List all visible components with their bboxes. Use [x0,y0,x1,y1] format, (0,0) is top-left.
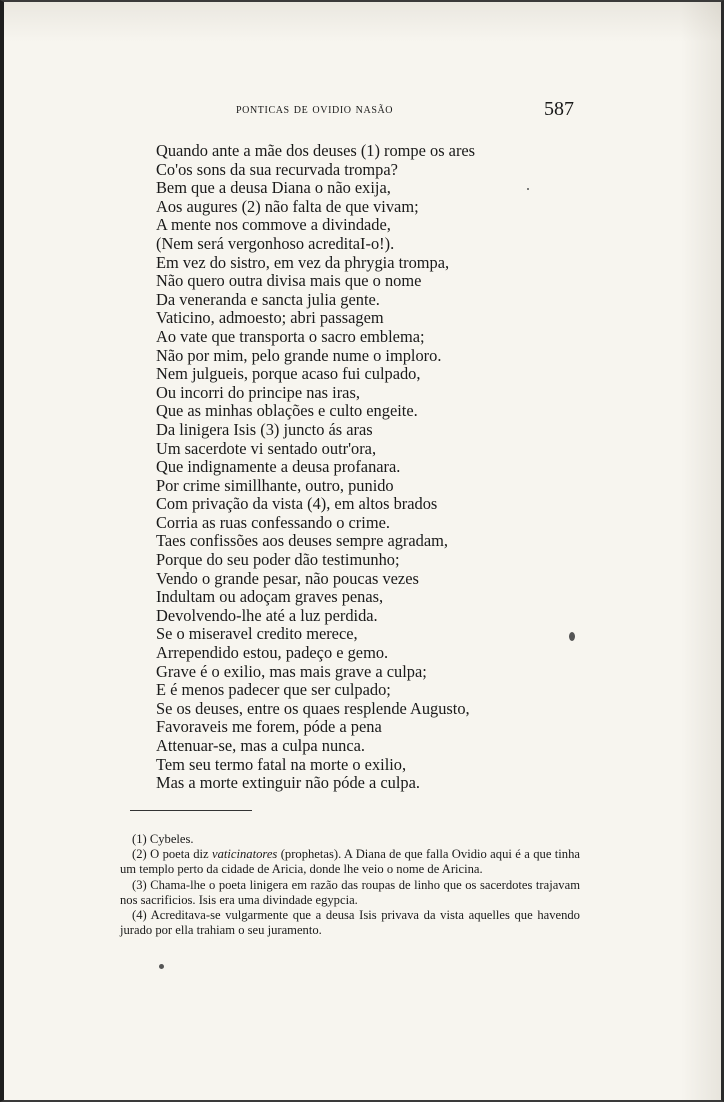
footnote-text: Chama-lhe o poeta linigera em razão das roupas de linho que os sacerdotes trajavam nos sacrificios. Isis era uma divindade egypcia. [120,877,580,907]
page-edge-shading [681,2,721,1100]
poem-line: Aos augures (2) não falta de que vivam; [156,196,419,216]
poem-line: Que indignamente a deusa profanara. [156,457,401,477]
poem-line: Arrependido estou, padeço e gemo. [156,643,389,663]
poem-line: Indultam ou adoçam graves penas, [156,587,384,607]
poem-line: (Nem será vergonhoso acreditaI-o!). [156,233,395,253]
poem-line: Um sacerdote vi sentado outr'ora, [156,438,377,458]
ink-speck [527,188,529,190]
poem-line: Vendo o grande pesar, não poucas vezes [156,568,419,588]
poem-line: Não quero outra divisa mais que o nome [156,271,422,291]
poem-line: Grave é o exilio, mas mais grave a culpa; [156,661,427,681]
poem-line: Por crime simillhante, outro, punido [156,475,394,495]
poem-line: Quando ante a mãe dos deuses (1) rompe os ares [156,141,476,160]
footnote-text-continued: (prophetas). A Diana de que falla Ovidio aqui é a que tinha um templo perto da cidade de Aricia, donde lhe veio o nome de Aricina. [120,847,580,877]
poem-line: Ao vate que transporta o sacro emblema; [156,326,425,346]
footnote-separator [130,810,252,811]
poem-line: E é menos padecer que ser culpado; [156,680,391,700]
poem-line: Se o miseravel credito merece, [156,624,358,644]
poem-line: Mas a morte extinguir não póde a culpa. [156,773,420,793]
running-title: ponticas de ovidio nasão [236,102,394,117]
page-number: 587 [544,98,574,120]
footnote-text: Acreditava-se vulgarmente que a deusa Isis privava da vista aquelles que havendo jurado por ella trahiam o seu juramento. [120,908,580,938]
poem-line: Attenuar-se, mas a culpa nunca. [156,736,366,755]
poem-line: Que as minhas oblações e culto engeite. [156,401,418,421]
poem-line: A mente nos commove a divindade, [156,215,391,235]
poem-line: Da veneranda e sancta julia gente. [156,289,380,309]
poem-line: Em vez do sistro, em vez da phrygia trompa, [156,252,450,272]
footnote-text: O poeta diz [150,847,213,862]
footnote-text: Cybeles. [149,832,194,846]
page-top-shading [4,2,721,42]
footnotes [120,832,580,938]
poem-line: Nem julgueis, porque acaso fui culpado, [156,364,421,384]
footnote [120,878,580,908]
footnote [120,832,580,847]
poem-text [156,142,576,793]
poem-line: Devolvendo-lhe até a luz perdida. [156,605,378,625]
poem-line: Tem seu termo fatal na morte o exilio, [156,754,407,774]
poem-line: Ou incorri do principe nas iras, [156,382,360,402]
poem-line: Não por mim, pelo grande nume o imploro. [156,345,442,365]
poem-line: Vaticino, admoesto; abri passagem [156,308,384,328]
footnote [120,847,580,877]
poem-line: Porque do seu poder dão testimunho; [156,550,400,570]
footnote-marker: (1) [132,832,147,846]
poem-line: Se os deuses, entre os quaes resplende Augusto, [156,698,470,718]
footnote-emphasis: vaticinatores [212,847,278,862]
ink-speck [569,632,575,641]
footnote-marker: (2) [132,847,147,862]
footnote-marker: (3) [132,877,147,892]
footnote-marker: (4) [132,908,147,923]
poem-line: Da linigera Isis (3) juncto ás aras [156,419,373,439]
footnote [120,908,580,938]
poem-line: Com privação da vista (4), em altos brados [156,494,438,514]
poem-line: Bem que a deusa Diana o não exija, [156,178,391,198]
page-header [154,98,574,124]
ink-speck [159,964,164,969]
poem-line: Taes confissões aos deuses sempre agradam, [156,531,448,551]
poem-line: Co'os sons da sua recurvada trompa? [156,159,398,179]
poem-line: Corria as ruas confessando o crime. [156,512,390,532]
poem-line: Favoraveis me forem, póde a pena [156,717,382,737]
